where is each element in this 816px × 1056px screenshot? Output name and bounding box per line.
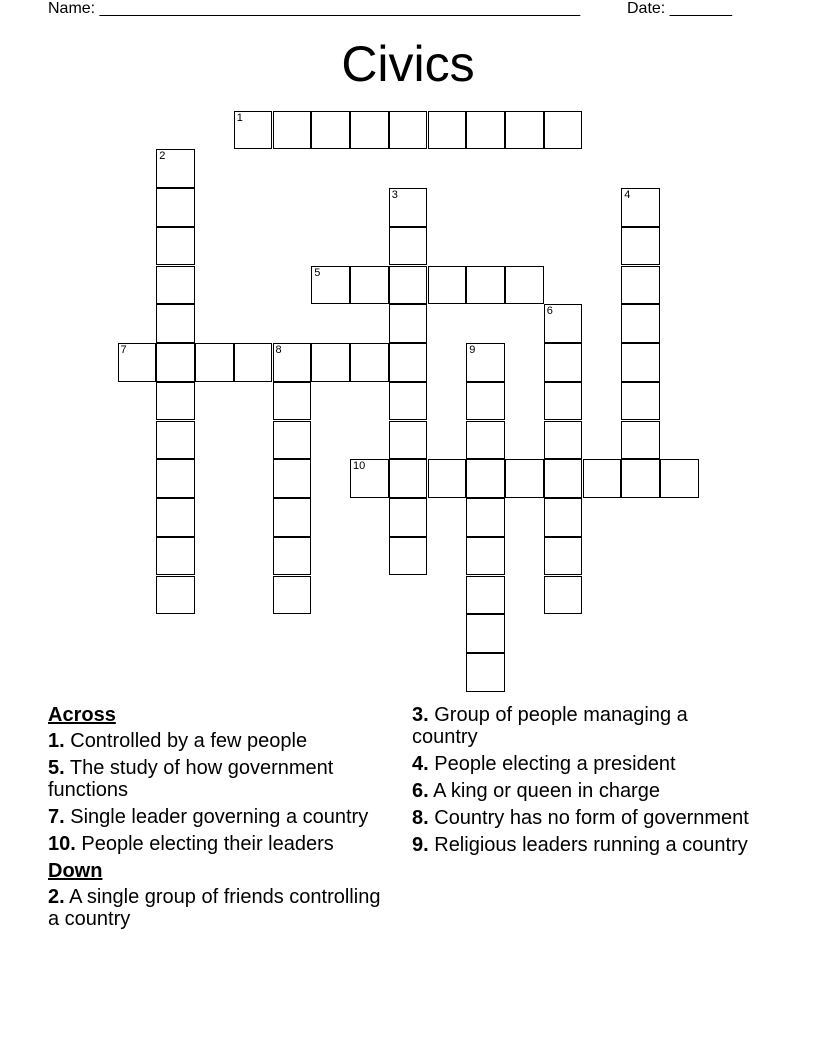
grid-cell[interactable] bbox=[389, 537, 428, 576]
grid-cell[interactable] bbox=[466, 537, 505, 576]
clue-down-4 bbox=[412, 753, 752, 775]
grid-cell[interactable] bbox=[389, 343, 428, 382]
clue-across-1 bbox=[48, 730, 393, 752]
grid-cell[interactable] bbox=[389, 266, 428, 305]
cell-number: 2 bbox=[159, 150, 166, 163]
grid-cell[interactable] bbox=[273, 421, 312, 460]
grid-cell[interactable] bbox=[389, 304, 428, 343]
grid-cell[interactable] bbox=[621, 343, 660, 382]
grid-cell[interactable] bbox=[156, 227, 195, 266]
cell-number: 6 bbox=[546, 305, 553, 318]
clue-down-9 bbox=[412, 834, 752, 856]
grid-cell[interactable] bbox=[156, 266, 195, 305]
grid-cell[interactable] bbox=[156, 304, 195, 343]
grid-cell[interactable] bbox=[583, 459, 622, 498]
grid-cell[interactable] bbox=[273, 459, 312, 498]
grid-cell[interactable] bbox=[311, 111, 350, 150]
grid-cell[interactable] bbox=[389, 188, 428, 227]
grid-cell[interactable] bbox=[350, 111, 389, 150]
clue-number: 7. bbox=[48, 806, 65, 828]
cell-number: 1 bbox=[236, 111, 243, 124]
grid-cell[interactable] bbox=[118, 343, 157, 382]
clue-down-2 bbox=[48, 886, 393, 930]
cell-number: 5 bbox=[314, 266, 321, 279]
grid-cell[interactable] bbox=[156, 149, 195, 188]
clue-number: 2. bbox=[48, 886, 65, 908]
grid-cell[interactable] bbox=[466, 421, 505, 460]
grid-cell[interactable] bbox=[621, 459, 660, 498]
grid-cell[interactable] bbox=[544, 382, 583, 421]
clue-text: Controlled by a few people bbox=[64, 730, 308, 752]
grid-cell[interactable] bbox=[156, 459, 195, 498]
clue-number: 5. bbox=[48, 757, 65, 779]
clue-across-5 bbox=[48, 757, 393, 801]
cell-number: 8 bbox=[275, 344, 282, 356]
cell-number: 9 bbox=[469, 344, 476, 356]
grid-cell[interactable] bbox=[466, 498, 505, 537]
clues-right-column bbox=[412, 704, 752, 861]
grid-cell[interactable] bbox=[466, 343, 505, 382]
name-line: Name: ______________________________________________________ bbox=[48, 0, 581, 17]
clue-number: 3. bbox=[412, 704, 429, 726]
grid-cell[interactable] bbox=[544, 459, 583, 498]
clue-down-8 bbox=[412, 807, 752, 829]
grid-cell[interactable] bbox=[466, 653, 505, 692]
cell-number: 4 bbox=[624, 189, 631, 201]
grid-cell[interactable] bbox=[466, 459, 505, 498]
clue-down-6 bbox=[412, 780, 752, 802]
clue-text: Religious leaders running a country bbox=[428, 834, 748, 856]
grid-cell[interactable] bbox=[273, 576, 312, 615]
grid-cell[interactable] bbox=[156, 188, 195, 227]
puzzle-title: Civics bbox=[341, 36, 475, 92]
grid-cell[interactable] bbox=[195, 343, 234, 382]
clue-number: 6. bbox=[412, 780, 429, 802]
grid-cell[interactable] bbox=[428, 111, 467, 150]
across-heading: Across bbox=[48, 704, 116, 726]
grid-cell[interactable] bbox=[621, 304, 660, 343]
cell-number: 3 bbox=[391, 189, 398, 201]
grid-cell[interactable] bbox=[544, 111, 583, 150]
grid-cell[interactable] bbox=[389, 459, 428, 498]
clue-across-10 bbox=[48, 833, 393, 855]
clue-text: The study of how government functions bbox=[48, 757, 334, 801]
grid-cell[interactable] bbox=[273, 537, 312, 576]
grid-cell[interactable] bbox=[273, 498, 312, 537]
grid-cell[interactable] bbox=[234, 111, 273, 150]
clue-text: Country has no form of government bbox=[428, 807, 749, 829]
grid-cell[interactable] bbox=[621, 227, 660, 266]
grid-cell[interactable] bbox=[621, 188, 660, 227]
cell-number: 7 bbox=[120, 344, 127, 356]
grid-cell[interactable] bbox=[544, 537, 583, 576]
clue-text: People electing a president bbox=[428, 753, 676, 775]
down-heading: Down bbox=[48, 860, 103, 882]
grid-cell[interactable] bbox=[273, 343, 312, 382]
clue-text: A king or queen in charge bbox=[428, 780, 660, 802]
grid-cell[interactable] bbox=[350, 343, 389, 382]
grid-cell[interactable] bbox=[350, 266, 389, 305]
clue-text: A single group of friends controlling a country bbox=[48, 886, 381, 930]
clue-across-7 bbox=[48, 806, 393, 828]
grid-cell[interactable] bbox=[660, 459, 699, 498]
grid-cell[interactable] bbox=[505, 459, 544, 498]
grid-cell[interactable] bbox=[156, 576, 195, 615]
clue-text: Group of people managing a country bbox=[412, 704, 688, 748]
grid-cell[interactable] bbox=[544, 576, 583, 615]
grid-cell[interactable] bbox=[156, 421, 195, 460]
grid-cell[interactable] bbox=[428, 266, 467, 305]
grid-cell[interactable] bbox=[156, 343, 195, 382]
grid-cell[interactable] bbox=[544, 421, 583, 460]
grid-cell[interactable] bbox=[544, 343, 583, 382]
grid-cell[interactable] bbox=[156, 537, 195, 576]
clue-number: 10. bbox=[48, 833, 76, 855]
grid-cell[interactable] bbox=[505, 111, 544, 150]
grid-cell[interactable] bbox=[621, 382, 660, 421]
clue-down-3 bbox=[412, 704, 752, 748]
grid-cell[interactable] bbox=[273, 382, 312, 421]
grid-cell[interactable] bbox=[389, 111, 428, 150]
grid-cell[interactable] bbox=[466, 111, 505, 150]
grid-cell[interactable] bbox=[156, 382, 195, 421]
clue-number: 8. bbox=[412, 807, 429, 829]
clue-number: 1. bbox=[48, 730, 65, 752]
clue-text: People electing their leaders bbox=[75, 833, 334, 855]
grid-cell[interactable] bbox=[466, 614, 505, 653]
grid-cell[interactable] bbox=[544, 304, 583, 343]
grid-cell[interactable] bbox=[466, 382, 505, 421]
clue-number: 9. bbox=[412, 834, 429, 856]
grid-cell[interactable] bbox=[466, 266, 505, 305]
clue-text: Single leader governing a country bbox=[64, 806, 369, 828]
clue-number: 4. bbox=[412, 753, 429, 775]
grid-cell[interactable] bbox=[505, 266, 544, 305]
grid-cell[interactable] bbox=[466, 576, 505, 615]
grid-cell[interactable] bbox=[389, 227, 428, 266]
clues-left-column bbox=[48, 704, 393, 935]
grid-cell[interactable] bbox=[428, 459, 467, 498]
grid-cell[interactable] bbox=[621, 266, 660, 305]
grid-cell[interactable] bbox=[389, 498, 428, 537]
grid-cell[interactable] bbox=[544, 498, 583, 537]
cell-number: 10 bbox=[353, 460, 366, 473]
grid-cell[interactable] bbox=[350, 459, 389, 498]
grid-cell[interactable] bbox=[311, 343, 350, 382]
grid-cell[interactable] bbox=[311, 266, 350, 305]
grid-cell[interactable] bbox=[389, 421, 428, 460]
date-line: Date: _______ bbox=[627, 0, 732, 17]
grid-cell[interactable] bbox=[621, 421, 660, 460]
grid-cell[interactable] bbox=[156, 498, 195, 537]
grid-cell[interactable] bbox=[273, 111, 312, 150]
grid-cell[interactable] bbox=[234, 343, 273, 382]
grid-cell[interactable] bbox=[389, 382, 428, 421]
